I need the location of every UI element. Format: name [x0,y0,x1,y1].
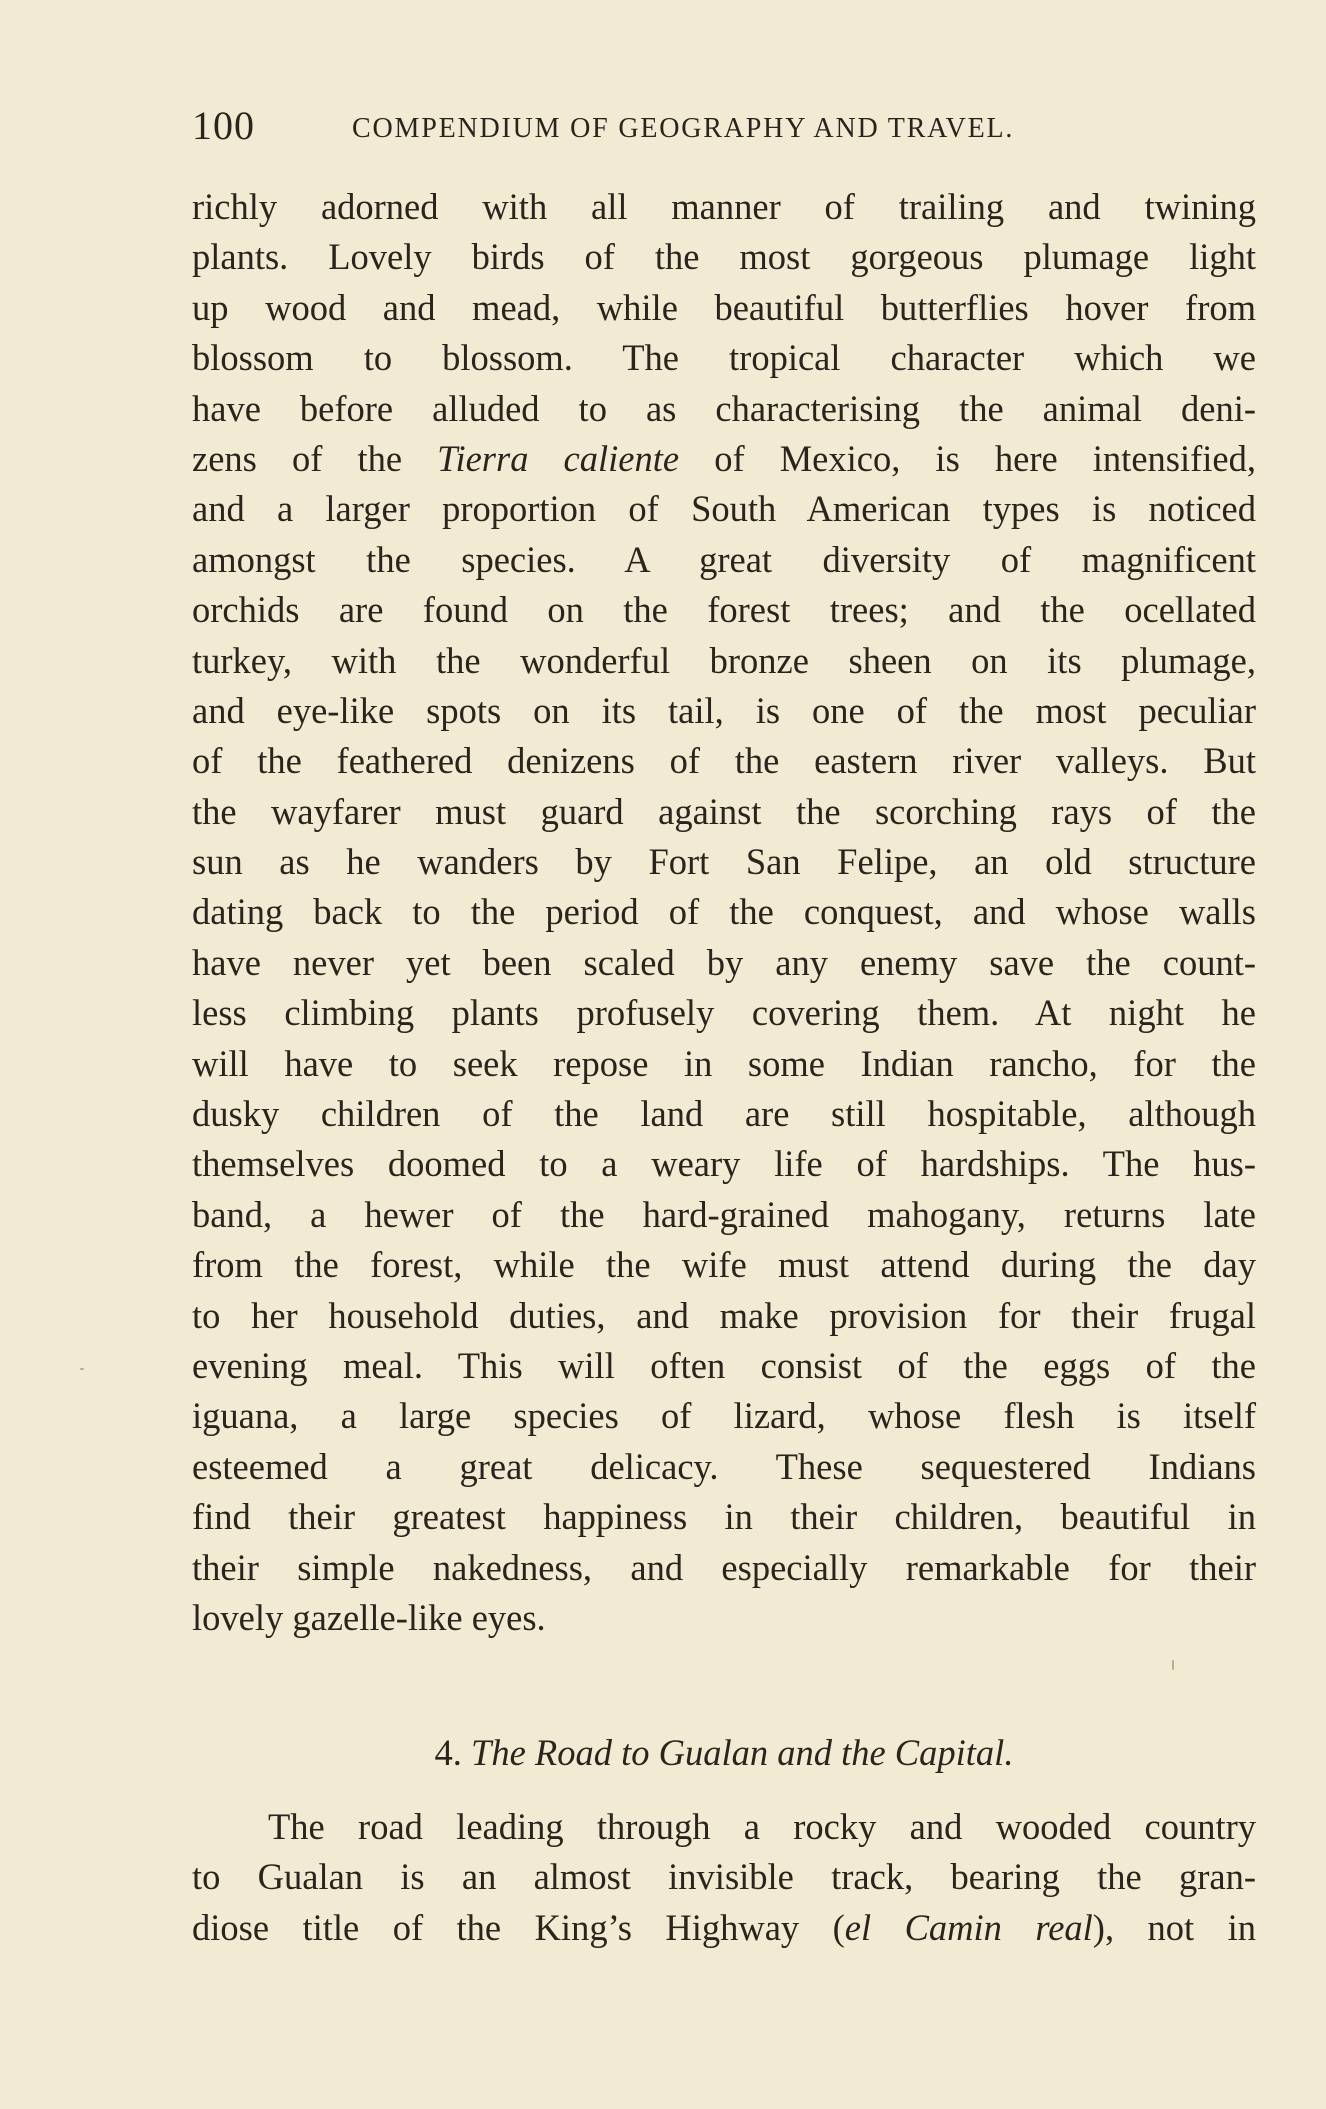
text-line: blossom to blossom. The tropical character which we [192,337,1256,379]
section-heading [192,1728,1256,1778]
text-line: themselves doomed to a weary life of hardships. The hus- [192,1143,1256,1185]
text-line: to Gualan is an almost invisible track, bearing the gran- [192,1856,1256,1898]
text-line: have before alluded to as characterising the animal deni- [192,387,1256,429]
text-line-mixed [192,434,1256,484]
text-line: The road leading through a rocky and wooded country [268,1806,1256,1847]
running-head [192,98,1252,154]
text-fragment: zens of the [192,437,438,479]
text-line: to her household duties, and make provision for their frugal [192,1294,1256,1336]
paper-speck [80,1368,84,1370]
text-line: and eye-like spots on its tail, is one of the most peculiar [192,689,1256,731]
text-line: iguana, a large species of lizard, whose flesh is itself [192,1395,1256,1437]
italic-term: Tierra caliente [437,437,680,479]
text-line: band, a hewer of the hard-grained mahogany, returns late [192,1193,1256,1235]
section-number: 4. [434,1732,462,1773]
text-line: sun as he wanders by Fort San Felipe, an old structure [192,841,1256,883]
text-line: esteemed a great delicacy. These sequestered Indians [192,1445,1256,1487]
text-line: find their greatest happiness in their children, beautiful in [192,1496,1256,1538]
paragraph-1 [192,182,1256,1643]
text-fragment: diose title of the King’s Highway ( [192,1906,845,1948]
text-line-mixed [192,1903,1256,1953]
text-line: turkey, with the wonderful bronze sheen on its plumage, [192,639,1256,681]
text-fragment: of Mexico, is here intensified, [679,437,1256,479]
running-title: COMPENDIUM OF GEOGRAPHY AND TRAVEL. [352,113,1015,144]
text-line: richly adorned with all manner of trailing and twining [192,186,1256,227]
text-line: the wayfarer must guard against the scorching rays of the [192,790,1256,832]
text-line: orchids are found on the forest trees; and the ocellated [192,589,1256,631]
text-line: evening meal. This will often consist of the eggs of the [192,1344,1256,1386]
text-line: dating back to the period of the conquest, and whose walls [192,891,1256,933]
text-line: amongst the species. A great diversity of magnificent [192,538,1256,580]
text-line: less climbing plants profusely covering them. At night he [192,992,1256,1034]
text-line: and a larger proportion of South American types is noticed [192,488,1256,530]
paragraph-2 [192,1802,1256,1953]
italic-term: el Camin real [844,1906,1093,1948]
section-title: The Road to Gualan and the Capital. [471,1732,1014,1773]
text-line: plants. Lovely birds of the most gorgeous plumage light [192,236,1256,278]
text-line: of the feathered denizens of the eastern river valleys. But [192,740,1256,782]
text-line: from the forest, while the wife must attend during the day [192,1244,1256,1286]
text-line: have never yet been scaled by any enemy save the count- [192,941,1256,983]
text-fragment: ), not in [1092,1906,1256,1948]
text-line: up wood and mead, while beautiful butterflies hover from [192,286,1256,328]
text-line: dusky children of the land are still hospitable, although [192,1093,1256,1135]
text-line: lovely gazelle-like eyes. [192,1596,546,1638]
text-line: will have to seek repose in some Indian rancho, for the [192,1042,1256,1084]
text-line: their simple nakedness, and especially remarkable for their [192,1546,1256,1588]
page-number: 100 [192,103,255,148]
paper-speck [1172,1660,1174,1670]
